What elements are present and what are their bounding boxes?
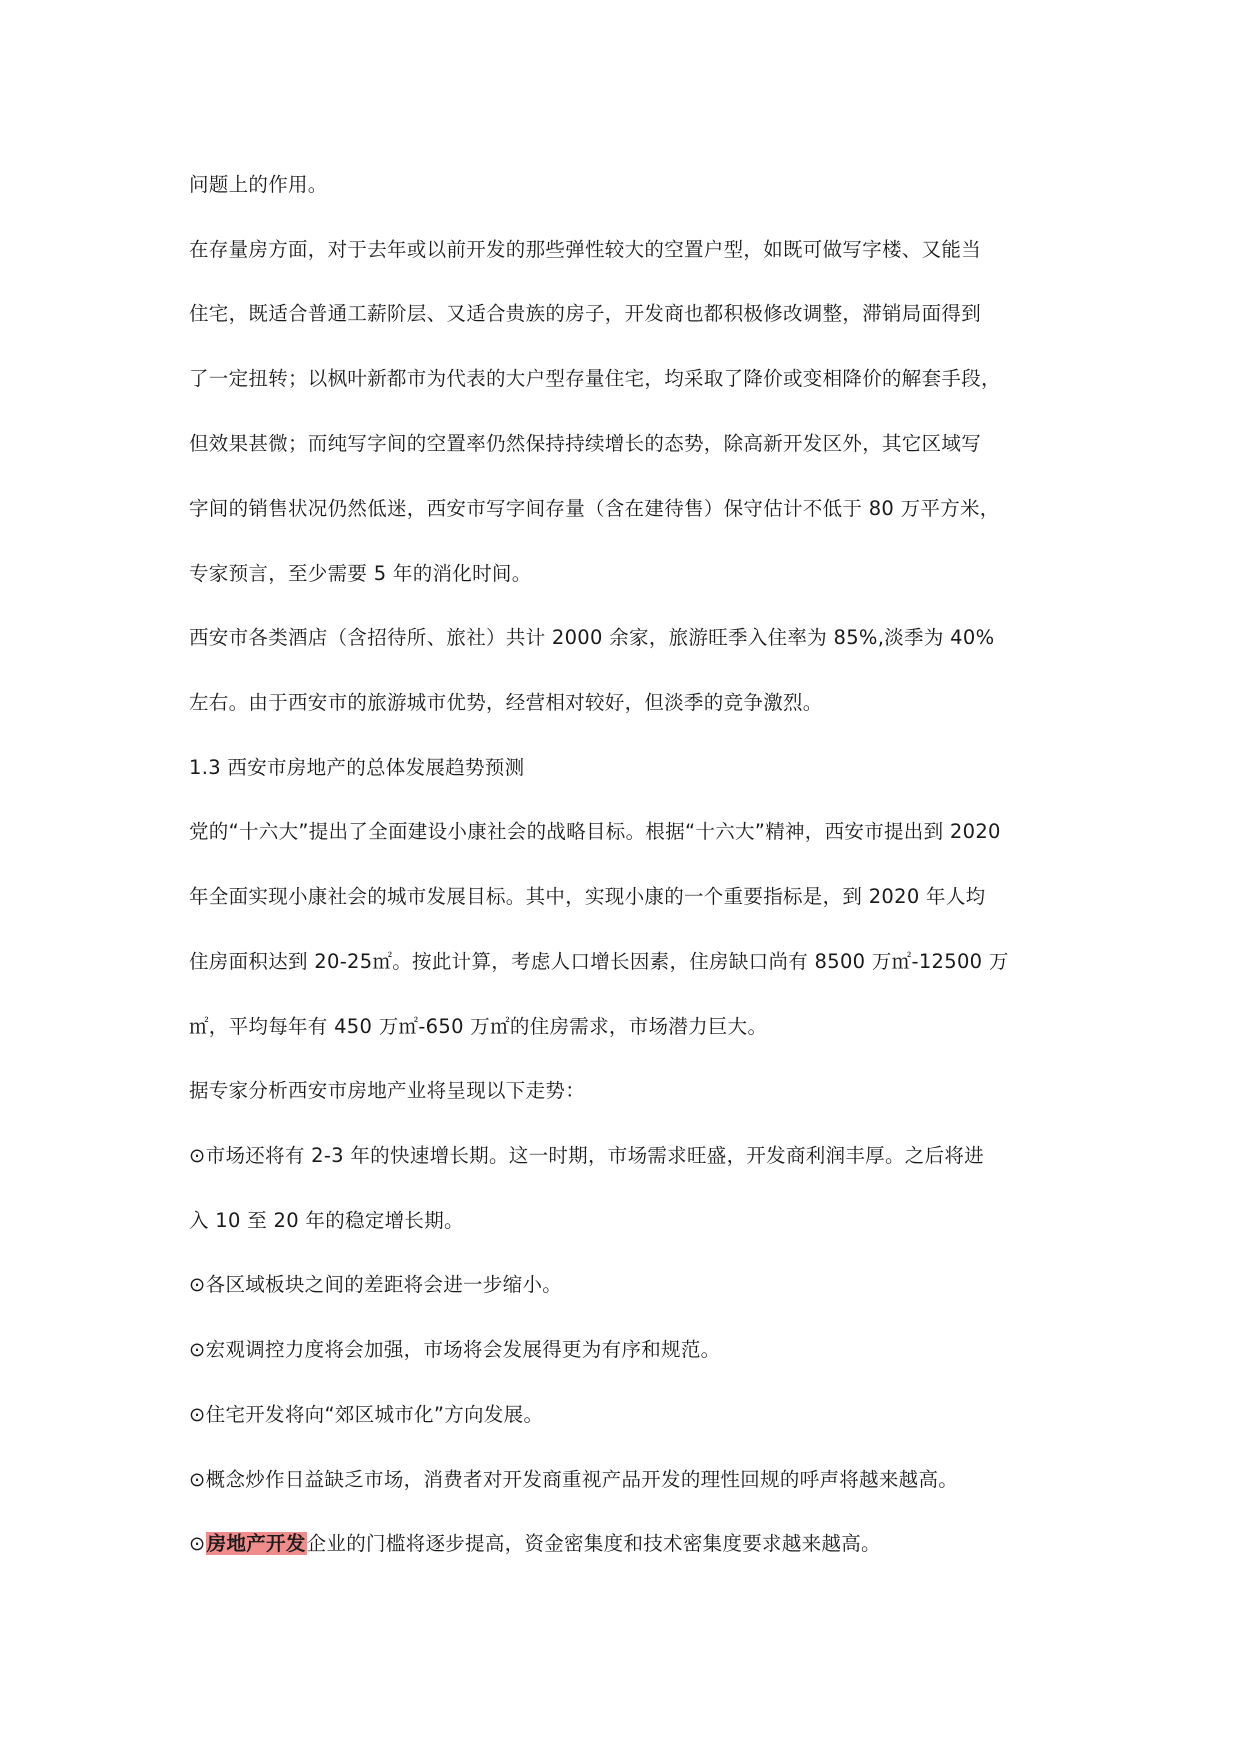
bullet-item: ⊙概念炒作日益缺乏市场，消费者对开发商重视产品开发的理性回规的呼声将越来越高。 xyxy=(189,1468,959,1491)
bullet-icon: ⊙ xyxy=(189,1532,206,1555)
search-highlight: 房地产开发 xyxy=(206,1532,306,1555)
bullet-item xyxy=(189,1530,1069,1558)
text-line: 住房面积达到 20-25㎡。按此计算，考虑人口增长因素，住房缺口尚有 8500 万㎡-12500 万 xyxy=(189,950,1009,973)
text-line: 住宅，既适合普通工薪阶层、又适合贵族的房子，开发商也都积极修改调整，滞销局面得到 xyxy=(189,302,982,325)
text-line: 但效果甚微；而纯写字间的空置率仍然保持持续增长的态势，除高新开发区外，其它区域写 xyxy=(189,432,982,455)
text-line: 问题上的作用。 xyxy=(189,173,328,196)
text-span: 企业的门槛将逐步提高，资金密集度和技术密集度要求越来越高。 xyxy=(306,1532,881,1555)
text-line: 专家预言，至少需要 5 年的消化时间。 xyxy=(189,562,532,585)
bullet-item: ⊙市场还将有 2-3 年的快速增长期。这一时期，市场需求旺盛，开发商利润丰厚。之后将进 xyxy=(189,1144,984,1167)
text-line: 西安市各类酒店（含招待所、旅社）共计 2000 余家，旅游旺季入住率为 85%,淡季为 40% xyxy=(189,626,995,649)
text-line: 左右。由于西安市的旅游城市优势，经营相对较好，但淡季的竞争激烈。 xyxy=(189,691,823,714)
text-line: 党的“十六大”提出了全面建设小康社会的战略目标。根据“十六大”精神，西安市提出到 2020 xyxy=(189,820,1001,843)
bullet-item: ⊙宏观调控力度将会加强，市场将会发展得更为有序和规范。 xyxy=(189,1338,721,1361)
section-heading: 1.3 西安市房地产的总体发展趋势预测 xyxy=(189,756,525,779)
text-line: 年全面实现小康社会的城市发展目标。其中，实现小康的一个重要指标是，到 2020 年人均 xyxy=(189,885,986,908)
text-line: 字间的销售状况仍然低迷，西安市写字间存量（含在建待售）保守估计不低于 80 万平方米， xyxy=(189,497,1000,520)
bullet-item: ⊙各区域板块之间的差距将会进一步缩小。 xyxy=(189,1273,563,1296)
text-line: ㎡，平均每年有 450 万㎡-650 万㎡的住房需求，市场潜力巨大。 xyxy=(189,1015,768,1038)
text-line: 据专家分析西安市房地产业将呈现以下走势： xyxy=(189,1079,586,1102)
text-line: 入 10 至 20 年的稳定增长期。 xyxy=(189,1209,464,1232)
bullet-item: ⊙住宅开发将向“郊区城市化”方向发展。 xyxy=(189,1403,544,1426)
text-line: 了一定扭转；以枫叶新都市为代表的大户型存量住宅，均采取了降价或变相降价的解套手段， xyxy=(189,367,1001,390)
text-line: 在存量房方面，对于去年或以前开发的那些弹性较大的空置户型，如既可做写字楼、又能当 xyxy=(189,238,982,261)
